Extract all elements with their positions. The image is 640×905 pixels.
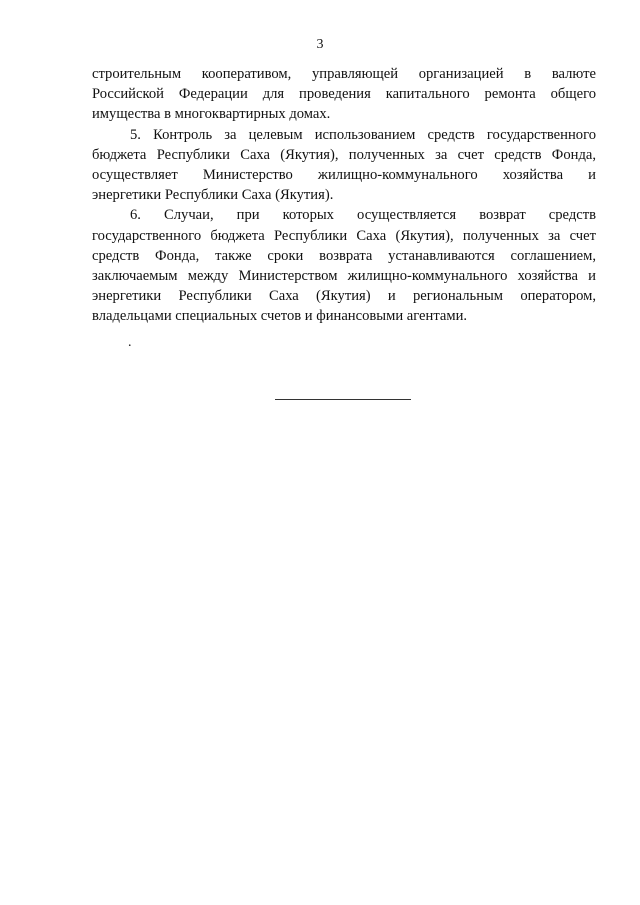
page-number: 3: [316, 37, 324, 52]
paragraph-6: [92, 205, 596, 326]
end-of-document-rule: [275, 399, 411, 400]
text-line: средств Фонда, также сроки возврата устанавливаются соглашением,: [92, 247, 596, 264]
text-line: энергетики Республики Саха (Якутия).: [92, 187, 334, 204]
text-line: Российской Федерации для проведения капитального ремонта общего: [92, 86, 596, 103]
text-line: бюджета Республики Саха (Якутия), полученных за счет средств Фонда,: [92, 146, 596, 163]
text-line: 5. Контроль за целевым использованием средств государственного: [130, 126, 596, 143]
text-line: энергетики Республики Саха (Якутия) и региональным оператором,: [92, 288, 596, 305]
text-line: имущества в многоквартирных домах.: [92, 106, 331, 123]
trailing-dot: .: [128, 335, 132, 350]
document-body: [92, 64, 596, 327]
text-line: владельцами специальных счетов и финансовыми агентами.: [92, 308, 468, 325]
text-line: заключаемым между Министерством жилищно-коммунального хозяйства и: [92, 268, 596, 285]
text-line: 6. Случаи, при которых осуществляется возврат средств: [130, 207, 596, 224]
text-line: строительным кооперативом, управляющей организацией в валюте: [92, 66, 596, 82]
text-line: государственного бюджета Республики Саха (Якутия), полученных за счет: [92, 227, 596, 244]
paragraph-5: [92, 125, 596, 206]
text-line: осуществляет Министерство жилищно-коммунального хозяйства и: [92, 167, 596, 184]
paragraph-continuation: [92, 64, 596, 125]
